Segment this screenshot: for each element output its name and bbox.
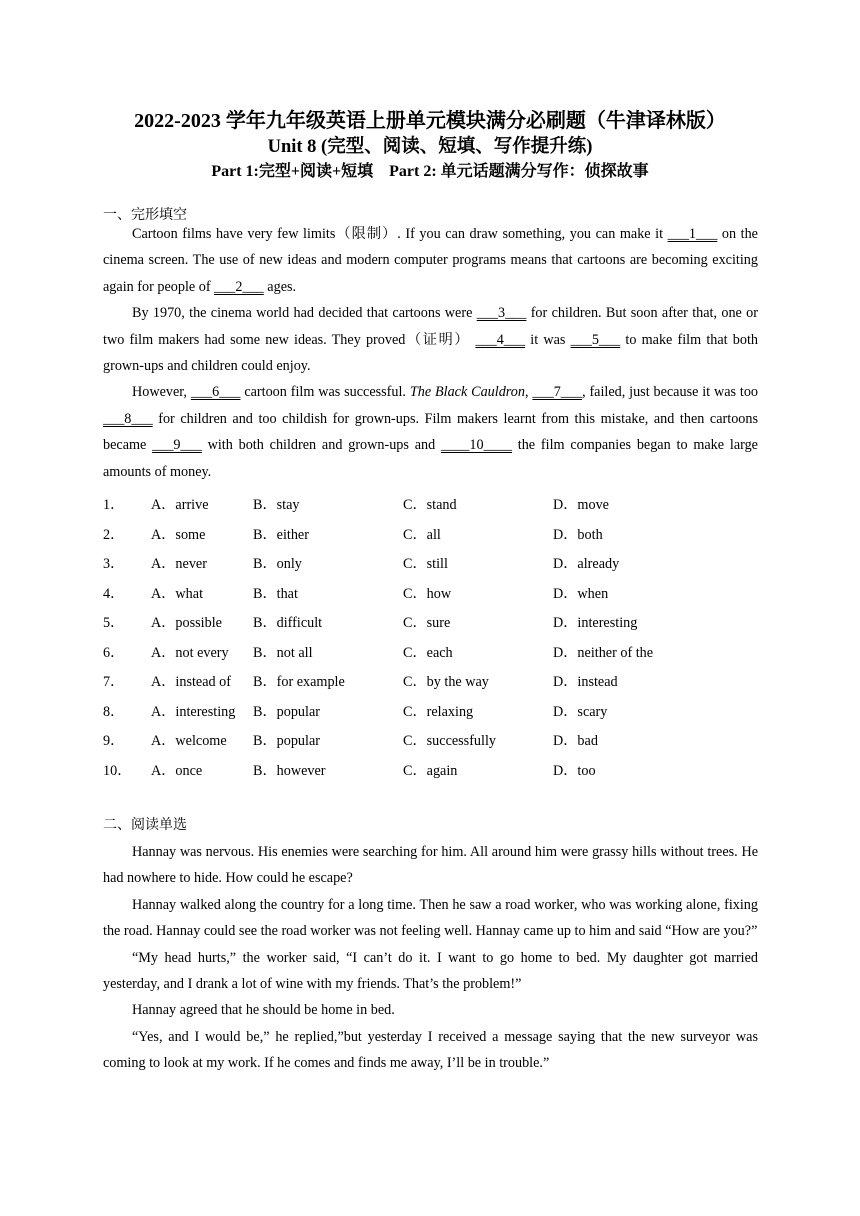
- option-c: C．again: [403, 762, 458, 779]
- question-row: [103, 608, 763, 638]
- option-b: B．for example: [253, 674, 345, 690]
- question-row: [103, 520, 763, 550]
- cloze-paragraph-2: By 1970, the cinema world had decided that cartoons were ___3___ for children. But soon after that, one or two film makers had some new ideas. They proved（证明） ___4___ it was ___5___ to make film that both grown-ups and children could enjoy.: [103, 305, 759, 375]
- blank-1: ___1___: [667, 226, 718, 242]
- option-b: B．stay: [253, 497, 300, 513]
- reading-paragraph: “Yes, and I would be,” he replied,”but yesterday I received a message saying that the new surveyor was coming to look at my work. If he comes and finds me away, I’ll be in trouble.”: [103, 1028, 758, 1072]
- option-a: A．some: [151, 526, 206, 543]
- question-row: [103, 756, 763, 786]
- option-a: A．possible: [151, 615, 222, 631]
- option-d: D．neither of the: [553, 644, 654, 661]
- question-number: 7．: [103, 674, 125, 690]
- question-row: [103, 638, 763, 668]
- option-a: A．not every: [151, 644, 229, 661]
- cloze-paragraph-3: However, ___6___ cartoon film was successful. The Black Cauldron, ___7___, failed, just because it was too ___8___ for children and too childish for grown-ups. Film makers learnt from this mistake, and then cartoons became ___9___ with both children and grown-ups and ____10____ the film companies began to make large amounts of money.: [103, 384, 759, 480]
- cloze-paragraph-1: Cartoon films have very few limits（限制）. If you can draw something, you can make it ___1___ on the cinema screen. The use of new ideas and modern computer programs means that cartoons are becoming exciting again for people of ___2___ ages.: [103, 226, 758, 295]
- option-c: C．all: [403, 526, 441, 543]
- option-a: A．arrive: [151, 497, 209, 513]
- option-c: C．stand: [403, 497, 457, 513]
- option-a: A．what: [151, 585, 204, 602]
- option-d: D．too: [553, 762, 596, 779]
- option-d: D．when: [553, 585, 609, 602]
- film-title: The Black Cauldron: [409, 384, 525, 401]
- option-c: C．each: [403, 644, 453, 661]
- option-c: C．successfully: [403, 733, 496, 749]
- option-c: C．relaxing: [403, 703, 474, 720]
- option-b: B．popular: [253, 733, 320, 749]
- blank-8: ___8___: [103, 410, 153, 427]
- question-number: 3．: [103, 556, 125, 572]
- question-number: 2．: [103, 526, 125, 543]
- blank-2: ___2___: [214, 278, 264, 295]
- reading-paragraph: Hannay was nervous. His enemies were searching for him. All around him were grassy hills without trees. He had nowhere to hide. How could he escape?: [103, 844, 758, 887]
- question-number: 6．: [103, 644, 125, 661]
- section-heading-reading: 二、阅读单选: [103, 817, 187, 833]
- option-d: D．bad: [553, 733, 598, 749]
- option-a: A．welcome: [151, 733, 227, 749]
- blank-6: ___6___: [190, 384, 241, 401]
- question-number: 9．: [103, 733, 125, 749]
- question-number: 1．: [103, 497, 125, 513]
- blank-3: ___3___: [476, 305, 527, 322]
- blank-7: ___7___: [532, 384, 583, 401]
- option-c: C．how: [403, 585, 452, 602]
- blank-10: ____10____: [441, 437, 512, 454]
- option-b: B．however: [253, 762, 326, 779]
- question-number: 5．: [103, 615, 125, 631]
- unit-title: Unit 8 (完型、阅读、短填、写作提升练): [267, 137, 593, 157]
- option-d: D．both: [553, 526, 603, 543]
- cloze-passage: [103, 221, 758, 485]
- option-c: C．by the way: [403, 674, 489, 690]
- option-b: B．difficult: [253, 615, 323, 631]
- question-row: [103, 667, 763, 697]
- reading-paragraph: Hannay walked along the country for a long time. Then he saw a road worker, who was working alone, fixing the road. Hannay could see the road worker was not feeling well. Hannay came up to him and said “How are you?”: [103, 896, 758, 940]
- question-row: [103, 726, 763, 756]
- option-a: A．interesting: [151, 703, 236, 720]
- option-b: B．either: [253, 526, 309, 543]
- option-d: D．already: [553, 556, 620, 572]
- question-row: [103, 697, 763, 727]
- option-a: A．never: [151, 556, 207, 572]
- option-d: D．move: [553, 497, 609, 513]
- option-c: C．sure: [403, 615, 451, 631]
- option-d: D．interesting: [553, 615, 638, 631]
- question-number: 10．: [103, 762, 132, 779]
- reading-paragraph: Hannay agreed that he should be home in bed.: [132, 1002, 395, 1019]
- option-b: B．that: [253, 585, 298, 602]
- question-number: 8．: [103, 703, 125, 720]
- blank-4: ___4___: [475, 331, 526, 348]
- option-d: D．instead: [553, 674, 618, 690]
- document-title: 2022-2023 学年九年级英语上册单元模块满分必刷题（牛津译林版）: [134, 110, 726, 132]
- blank-9: ___9___: [152, 437, 202, 454]
- section-heading-cloze: 一、完形填空: [103, 207, 187, 223]
- option-b: B．popular: [253, 703, 320, 720]
- question-row: [103, 549, 763, 579]
- option-a: A．once: [151, 762, 203, 779]
- reading-passage: [103, 839, 758, 1077]
- blank-5: ___5___: [570, 331, 621, 348]
- parts-subtitle: Part 1:完型+阅读+短填 Part 2: 单元话题满分写作：侦探故事: [211, 163, 649, 180]
- option-a: A．instead of: [151, 674, 231, 690]
- question-row: [103, 490, 763, 520]
- reading-paragraph: “My head hurts,” the worker said, “I can’t do it. I want to go home to bed. My daughter got married yesterday, and I drank a lot of wine with my friends. That’s the problem!”: [103, 949, 758, 993]
- option-b: B．not all: [253, 644, 313, 661]
- option-d: D．scary: [553, 703, 608, 720]
- question-row: [103, 579, 763, 609]
- options-table: [103, 490, 763, 785]
- option-c: C．still: [403, 556, 448, 572]
- option-b: B．only: [253, 556, 302, 572]
- question-number: 4．: [103, 585, 125, 602]
